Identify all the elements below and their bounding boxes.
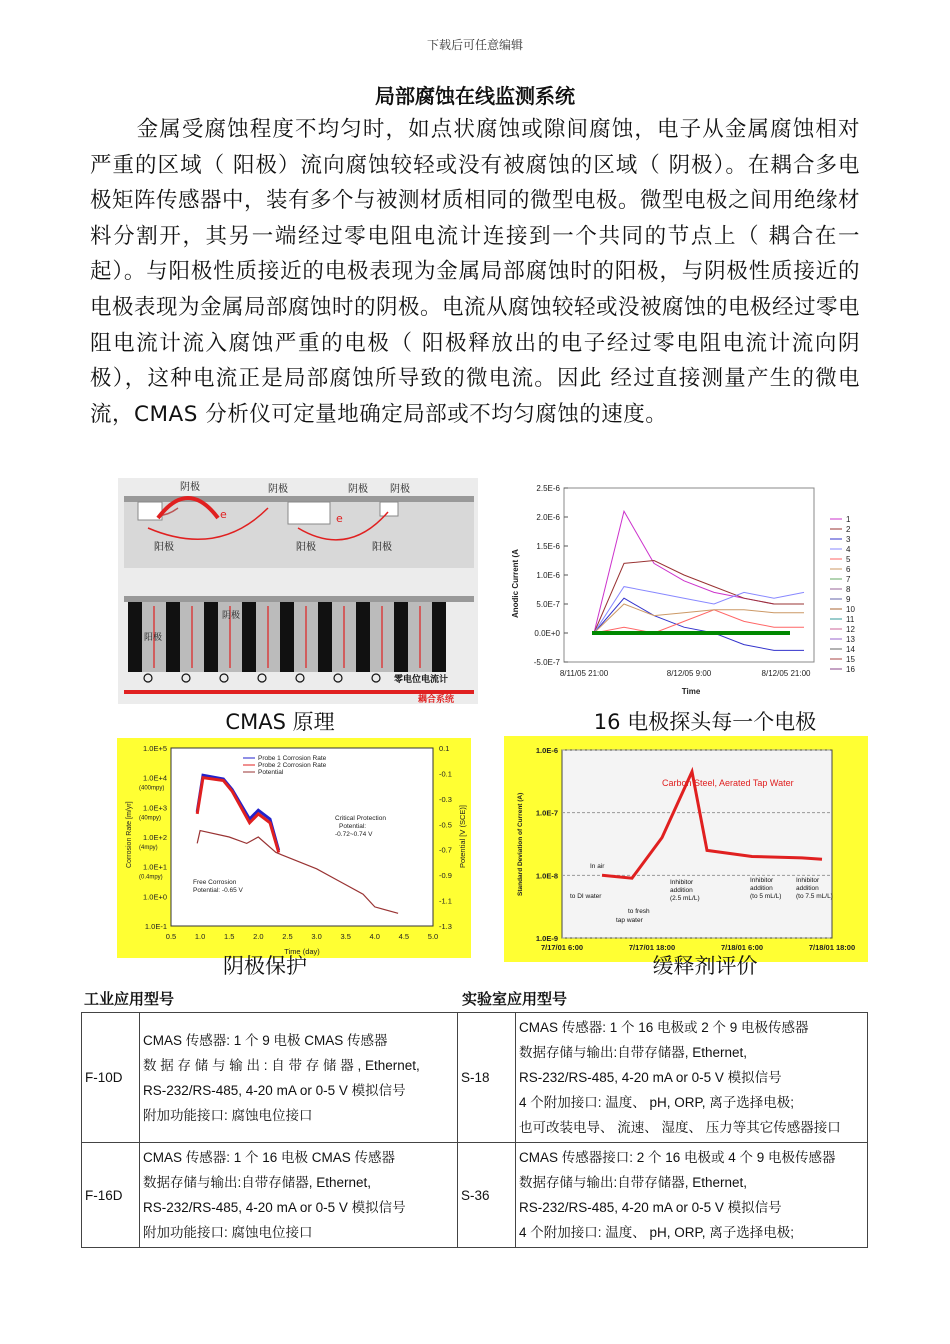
y-tick-label: 1.0E+3 bbox=[143, 803, 167, 813]
spec-line: 也可改装电导、 流速、 湿度、 压力等其它传感器接口 bbox=[519, 1120, 841, 1135]
legend-entry: 1 bbox=[846, 515, 851, 524]
legend-entry: 9 bbox=[846, 595, 851, 604]
x-tick-label: 5.0 bbox=[427, 932, 439, 941]
principle-array-cathode: 阴极 bbox=[222, 611, 241, 621]
legend-entry: 11 bbox=[846, 615, 855, 624]
legend-entry: 12 bbox=[846, 625, 855, 634]
annotation-label: to DI water bbox=[570, 893, 602, 900]
y-axis-label: Standard Deviation of Current (A) bbox=[517, 792, 524, 896]
annotation-label: addition bbox=[670, 887, 693, 894]
spec-line: CMAS 传感器接口: 2 个 16 电极或 4 个 9 电极传感器 bbox=[519, 1150, 836, 1165]
x-tick-label: 2.5 bbox=[282, 932, 293, 941]
annotation-label: tap water bbox=[616, 917, 643, 924]
y2-tick-label: -0.7 bbox=[439, 845, 452, 855]
x-tick-label: 1.0 bbox=[194, 932, 206, 941]
y2-axis-label: Potential [V (SCE)] bbox=[458, 805, 467, 868]
y-axis-label: Corrosion Rate [m/yr] bbox=[126, 801, 133, 868]
model-s18: S-18 bbox=[458, 1013, 516, 1143]
annotation-critical-range: -0.72~0.74 V bbox=[335, 831, 373, 838]
chart-title: Carbon Steel, Aerated Tap Water bbox=[662, 778, 794, 788]
y-tick-label: 2.0E-6 bbox=[536, 513, 560, 522]
principle-label-anode-1: 阳极 bbox=[154, 542, 174, 553]
x-tick-label: 3.5 bbox=[340, 932, 351, 941]
spec-line: CMAS 传感器: 1 个 16 电极 CMAS 传感器 bbox=[143, 1150, 396, 1165]
y-tick-label: 1.0E-1 bbox=[144, 922, 167, 931]
legend-entry: 4 bbox=[846, 545, 851, 554]
y-tick-label: 2.5E-6 bbox=[536, 484, 560, 493]
annotation-label: Inhibitor bbox=[750, 877, 774, 884]
mpy-label: (400mpy) bbox=[139, 785, 165, 792]
principle-electron-1: e bbox=[220, 508, 227, 521]
document-title: 局部腐蚀在线监测系统 bbox=[375, 84, 575, 108]
x-axis-label: Time bbox=[681, 687, 701, 696]
principle-label-cathode-3: 阴极 bbox=[348, 484, 368, 495]
model-s36: S-36 bbox=[458, 1143, 516, 1248]
y2-tick-label: 0.1 bbox=[439, 744, 450, 753]
principle-label-anode-3: 阳极 bbox=[372, 542, 392, 553]
x-tick-label: 8/12/05 9:00 bbox=[666, 669, 712, 678]
annotation-label: In air bbox=[590, 863, 605, 870]
industrial-models-label: 工业应用型号 bbox=[84, 990, 175, 1008]
annotation-free-pot: Potential: -0.65 V bbox=[193, 887, 243, 894]
legend-entry: 13 bbox=[846, 635, 855, 644]
table-row bbox=[82, 1143, 868, 1248]
spec-line: 4 个附加接口: 温度、 pH, ORP, 离子选择电极; bbox=[519, 1095, 795, 1110]
x-tick-label: 2.0 bbox=[253, 932, 264, 941]
x-tick-label: 7/18/01 18:00 bbox=[808, 943, 856, 952]
annotation-label: (2.5 mL/L) bbox=[670, 895, 700, 902]
annotation-critical-pot: Potential: bbox=[339, 823, 367, 830]
x-tick-label: 7/18/01 6:00 bbox=[720, 943, 764, 952]
y-tick-label: 0.0E+0 bbox=[534, 629, 560, 638]
x-tick-label: 7/17/01 6:00 bbox=[540, 943, 584, 952]
x-tick-label: 1.5 bbox=[224, 932, 235, 941]
spec-line: RS-232/RS-485, 4-20 mA or 0-5 V 模拟信号 bbox=[143, 1200, 406, 1215]
y-tick-label: 1.0E+2 bbox=[143, 833, 167, 842]
y-tick-label: 1.0E-9 bbox=[535, 934, 558, 943]
legend-entry: 6 bbox=[846, 565, 851, 574]
currents-caption bbox=[560, 706, 850, 732]
x-tick-label: 0.5 bbox=[165, 932, 177, 941]
legend-entry: Probe 1 Corrosion Rate bbox=[258, 755, 327, 762]
legend-entry: 14 bbox=[846, 645, 855, 654]
legend-entry: Potential bbox=[258, 769, 284, 776]
principle-coupling-label: 耦合系统 bbox=[418, 695, 455, 704]
spec-line: CMAS 传感器: 1 个 9 电极 CMAS 传感器 bbox=[143, 1032, 388, 1048]
annotation-label: to fresh bbox=[628, 908, 650, 915]
principle-label-cathode-1: 阴极 bbox=[180, 482, 200, 493]
y2-tick-label: -1.3 bbox=[439, 922, 452, 931]
cathodic-caption: 阴极保护 bbox=[223, 954, 307, 978]
principle-label-anode-2: 阳极 bbox=[296, 542, 316, 553]
annotation-label: Inhibitor bbox=[670, 879, 694, 886]
x-tick-label: 8/12/05 21:00 bbox=[761, 669, 811, 678]
spec-line: 附加功能接口: 腐蚀电位接口 bbox=[143, 1107, 313, 1123]
cathodic-protection-chart bbox=[117, 738, 471, 958]
principle-electron-2: e bbox=[336, 512, 343, 525]
y-tick-label: 1.0E-7 bbox=[535, 808, 558, 818]
lab-models-label: 实验室应用型号 bbox=[462, 990, 568, 1008]
principle-zra-label: 零电位电流计 bbox=[394, 675, 449, 685]
principle-label-cathode-2: 阴极 bbox=[268, 484, 288, 495]
x-tick-label: 4.0 bbox=[369, 932, 380, 941]
spec-line: RS-232/RS-485, 4-20 mA or 0-5 V 模拟信号 bbox=[519, 1070, 782, 1085]
spec-line: RS-232/RS-485, 4-20 mA or 0-5 V 模拟信号 bbox=[519, 1200, 782, 1215]
spec-line: 附加功能接口: 腐蚀电位接口 bbox=[143, 1225, 313, 1240]
y2-tick-label: -1.1 bbox=[439, 896, 452, 906]
legend-entry: 2 bbox=[846, 525, 851, 534]
legend-entry: 10 bbox=[846, 605, 855, 614]
y-tick-label: 1.0E+5 bbox=[143, 744, 167, 753]
y-tick-label: 1.5E-6 bbox=[536, 542, 560, 551]
inhibitor-caption: 缓释剂评价 bbox=[652, 954, 758, 978]
plot-area bbox=[171, 748, 433, 926]
spec-line: 4 个附加接口: 温度、 pH, ORP, 离子选择电极; bbox=[519, 1225, 795, 1240]
legend-entry: Probe 2 Corrosion Rate bbox=[258, 762, 327, 769]
y-tick-label: 1.0E+0 bbox=[143, 892, 167, 902]
x-tick-label: 4.5 bbox=[398, 932, 410, 941]
y-axis-label: Anodic Current (A bbox=[511, 549, 520, 618]
annotation-label: addition bbox=[796, 885, 819, 892]
y-tick-label: 1.0E-6 bbox=[535, 746, 558, 755]
body-paragraph bbox=[90, 112, 860, 432]
x-tick-label: 7/17/01 18:00 bbox=[628, 943, 676, 952]
y-tick-label: 5.0E-7 bbox=[536, 600, 560, 609]
electrode-currents-chart bbox=[506, 478, 858, 700]
model-s18-desc bbox=[516, 1013, 868, 1143]
spec-line: RS-232/RS-485, 4-20 mA or 0-5 V 模拟信号 bbox=[143, 1082, 406, 1098]
header-note: 下载后可任意编辑 bbox=[426, 38, 523, 52]
spec-line: 数据存储与输出:自带存储器, Ethernet, bbox=[519, 1045, 748, 1060]
cmas-principle-figure bbox=[118, 478, 478, 704]
legend-entry: 7 bbox=[846, 575, 851, 584]
spec-line: 数 据 存 储 与 输 出 : 自 带 存 储 器 , Ethernet, bbox=[143, 1057, 420, 1073]
y-tick-label: 1.0E+1 bbox=[143, 862, 167, 872]
principle-array-anode: 阳极 bbox=[144, 633, 163, 643]
y2-tick-label: -0.1 bbox=[439, 769, 452, 779]
x-tick-label: 3.0 bbox=[311, 932, 322, 941]
y-tick-label: 1.0E-8 bbox=[535, 871, 558, 881]
mpy-label: (4mpy) bbox=[139, 845, 158, 851]
y-tick-label: -5.0E-7 bbox=[533, 658, 560, 667]
y2-tick-label: -0.3 bbox=[439, 794, 452, 804]
model-f16d: F-16D bbox=[82, 1143, 140, 1248]
annotation-label: addition bbox=[750, 885, 773, 892]
model-f10d-desc bbox=[140, 1013, 458, 1143]
table-row bbox=[82, 1013, 868, 1143]
legend-entry: 15 bbox=[846, 655, 855, 664]
annotation-critical: Critical Protection bbox=[335, 815, 386, 822]
legend-entry: 16 bbox=[846, 665, 855, 674]
y-tick-label: 1.0E+4 bbox=[143, 773, 167, 783]
y-tick-label: 1.0E-6 bbox=[536, 571, 560, 580]
model-f16d-desc bbox=[140, 1143, 458, 1248]
spec-line: 数据存储与输出:自带存储器, Ethernet, bbox=[143, 1175, 372, 1190]
paragraph-text: 金属受腐蚀程度不均匀时，如点状腐蚀或隙间腐蚀，电子从金属腐蚀相对严重的区域（ 阳极）流向腐蚀较轻或没有被腐蚀的区域（ 阴极）。在耦合多电极矩阵传感器中，装有多个与被测材质相同的微型电极。微型电极之间用绝缘材料分割开，其另一端经过零电阻电流计连接到一个共同的节点上（ 耦合在一起）。与阳极性质接近的电极表现为金属局部腐蚀时的阳极，与阴极性质接近的电极表现为金属局部腐蚀时的阴极。电流从腐蚀较轻或没被腐蚀的电极经过零电阻电流计流入腐蚀严重的电极（ 阳极释放出的电子经过零电阻电流计流向阴极），这种电流正是局部腐蚀所导致的微电流。因此 经过直接测量产生的微电流，CMAS 分析仪可定量地确定局部或不均匀腐蚀的速度。 bbox=[90, 117, 861, 427]
model-f10d: F-10D bbox=[82, 1013, 140, 1143]
model-s36-desc bbox=[516, 1143, 868, 1248]
model-spec-table bbox=[81, 1012, 868, 1248]
y2-tick-label: -0.5 bbox=[439, 820, 452, 830]
legend-entry: 5 bbox=[846, 555, 851, 564]
annotation-label: (to 5 mL/L) bbox=[750, 893, 782, 900]
legend-entry: 8 bbox=[846, 585, 851, 594]
annotation-label: (to 7.5 mL/L) bbox=[796, 893, 833, 900]
inhibitor-evaluation-chart bbox=[504, 736, 868, 962]
legend-entry: 3 bbox=[846, 535, 851, 544]
x-tick-label: 8/11/05 21:00 bbox=[559, 669, 609, 678]
annotation-label: Inhibitor bbox=[796, 877, 820, 884]
x-axis-label: Time (day) bbox=[284, 947, 320, 956]
spec-line: 数据存储与输出:自带存储器, Ethernet, bbox=[519, 1175, 748, 1190]
mpy-label: (0.4mpy) bbox=[139, 874, 163, 881]
principle-caption: CMAS 原理 bbox=[225, 710, 335, 734]
mpy-label: (40mpy) bbox=[139, 815, 162, 822]
annotation-free: Free Corrosion bbox=[193, 879, 237, 886]
y2-tick-label: -0.9 bbox=[439, 871, 452, 881]
currents-caption-text: 16 电极探头每一个电极 bbox=[593, 710, 817, 732]
principle-label-cathode-4: 阴极 bbox=[390, 484, 410, 495]
spec-line: CMAS 传感器: 1 个 16 电极或 2 个 9 电极传感器 bbox=[519, 1020, 809, 1035]
